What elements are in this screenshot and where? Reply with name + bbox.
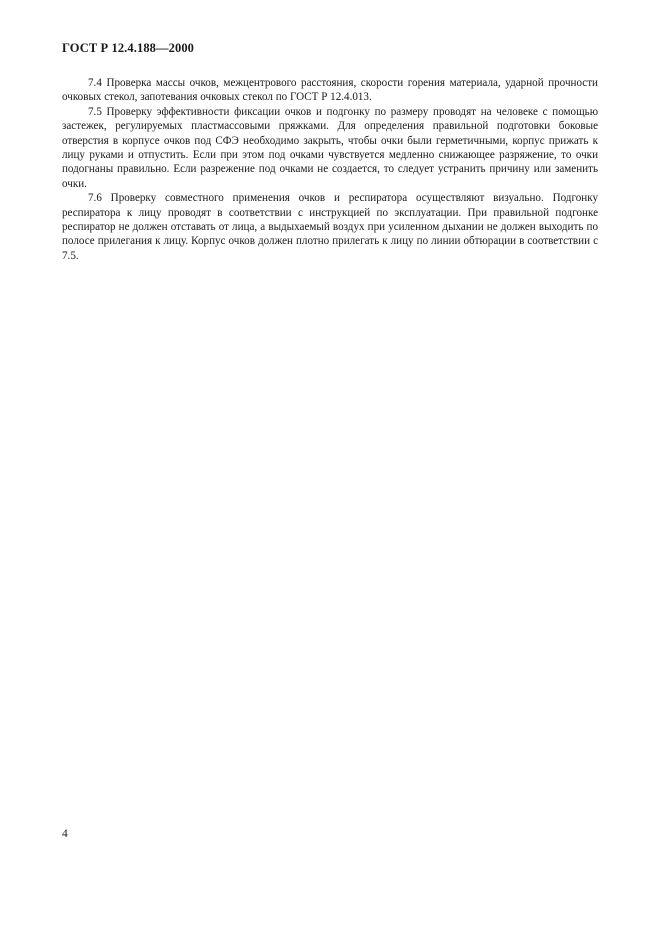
document-body (62, 76, 598, 263)
paragraph-7-5: 7.5 Проверку эффективности фиксации очков и подгонку по размеру проводят на человеке с помощью застежек, регулируемых пластмассовыми пряжками. Для определения правильной подготовки боковые отверстия в корпусе очков под СФЭ необходимо закрыть, чтобы очки были герметичными, корпус прижать к лицу руками и отпустить. Если при этом под очками чувствуется медленно снижающее разряжение, то очки подогнаны правильно. Если разрежение под очками не создается, то следует устранить причину или заменить очки. (62, 105, 598, 190)
paragraph-7-6: 7.6 Проверку совместного применения очков и респиратора осуществляют визуально. Подгонку респиратора к лицу проводят в соответствии с инструкцией по эксплуатации. При правильной подгонке респиратор не должен отставать от лица, а выдыхаемый воздух при усиленном дыхании не должен выходить по полосе прилегания к лицу. Корпус очков должен плотно прилегать к лицу по линии обтюрации в соответствии с 7.5. (62, 192, 598, 262)
document-header: ГОСТ Р 12.4.188—2000 (62, 41, 195, 55)
page-number: 4 (62, 828, 68, 840)
paragraph-7-4: 7.4 Проверка массы очков, межцентрового расстояния, скорости горения материала, ударной прочности очковых стекол, запотевания очковых стекол по ГОСТ Р 12.4.013. (62, 77, 598, 104)
